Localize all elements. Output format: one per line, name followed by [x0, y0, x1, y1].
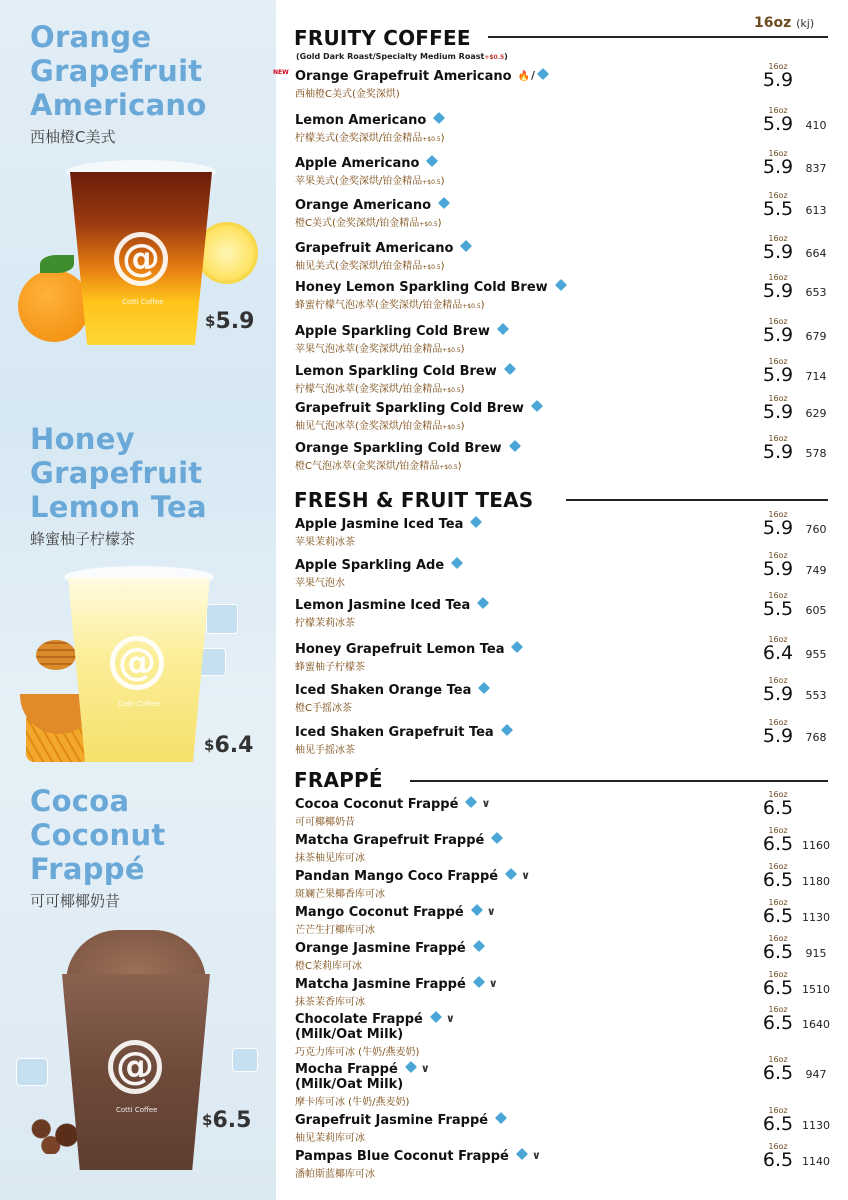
price: 6.4	[762, 642, 794, 664]
item-icons	[496, 323, 510, 338]
ice-cube-icon	[460, 240, 472, 252]
price-box	[760, 357, 796, 385]
ice-cube-icon	[516, 1148, 528, 1160]
price: 6.5	[762, 1113, 794, 1135]
ice-cube-icon	[471, 904, 483, 916]
energy-kj: 679	[805, 330, 827, 343]
price-box	[760, 273, 796, 301]
price: 5.9	[762, 683, 794, 705]
size-label: 16oz	[768, 676, 788, 685]
ice-cube-icon	[433, 112, 445, 124]
ice-cube-icon	[470, 516, 482, 528]
section-title-frappe: FRAPPÉ	[294, 768, 383, 792]
energy-kj: 947	[805, 1068, 827, 1081]
item-name: Orange Americano	[295, 197, 835, 213]
item-icons	[404, 1061, 433, 1076]
item-icons	[503, 363, 517, 378]
ice-cube-icon	[555, 279, 567, 291]
item-name-cn: 橙C手摇冰茶	[295, 703, 352, 714]
size-label: 16oz	[768, 149, 788, 158]
price: 5.9	[762, 280, 794, 302]
item-icons	[554, 279, 568, 294]
price: 6.5	[762, 869, 794, 891]
item-icons	[504, 868, 533, 883]
ice-cube-icon	[477, 597, 489, 609]
price-box	[760, 106, 796, 134]
tea-item[interactable]	[295, 557, 835, 589]
item-icons	[494, 1112, 508, 1127]
item-icons	[518, 68, 550, 83]
energy-kj: 1140	[802, 1155, 830, 1168]
item-name: Grapefruit Sparkling Cold Brew	[295, 400, 835, 416]
promo-cn-1: 西柚橙C美式	[30, 128, 116, 146]
price-box	[760, 591, 796, 619]
item-name-cn: 苹果美式(金奖深烘/铂金精品+$0.5)	[295, 176, 445, 187]
price-box	[760, 149, 796, 177]
energy-kj: 768	[805, 731, 827, 744]
size-label: 16oz	[768, 551, 788, 560]
item-name: Cocoa Coconut Frappé ∨	[295, 796, 835, 812]
frappe-item[interactable]	[295, 976, 835, 1008]
price-box	[760, 1055, 796, 1083]
ice-cube-icon	[491, 832, 503, 844]
tea-item[interactable]	[295, 597, 835, 629]
item-icons	[508, 440, 522, 455]
promo-title-2: Honey Grapefruit Lemon Tea	[30, 422, 207, 524]
coffee-item[interactable]	[295, 197, 835, 229]
item-name-cn: 苹果气泡水	[295, 578, 345, 589]
ice-cube-icon	[504, 363, 516, 375]
coffee-item[interactable]	[295, 323, 835, 355]
price: 5.9	[762, 324, 794, 346]
section-subtitle: (Gold Dark Roast/Specialty Medium Roast+$0.5)	[296, 52, 508, 61]
ice-cube-icon	[426, 155, 438, 167]
item-name: Orange Jasmine Frappé	[295, 940, 835, 956]
item-name-cn: 柚见气泡冰萃(金奖深烘/铂金精品+$0.5)	[295, 421, 465, 432]
energy-kj: 760	[805, 523, 827, 536]
tea-item[interactable]	[295, 516, 835, 548]
item-name-cn: 抹茶茉香库可冰	[295, 997, 365, 1008]
size-label: 16oz	[768, 970, 788, 979]
price-box	[760, 1142, 796, 1170]
item-name-cn: 柠檬气泡冰萃(金奖深烘/铂金精品+$0.5)	[295, 384, 465, 395]
item-name-cn: 苹果气泡冰萃(金奖深烘/铂金精品+$0.5)	[295, 344, 465, 355]
price: 5.9	[762, 401, 794, 423]
size-label: 16oz	[768, 394, 788, 403]
price-box	[760, 1005, 796, 1033]
item-name-cn: 摩卡库可冰 (牛奶/燕麦奶)	[295, 1097, 410, 1108]
item-icons	[510, 641, 524, 656]
item-name: Apple Americano	[295, 155, 835, 171]
coffee-item[interactable]	[295, 400, 835, 432]
item-name-cn: 潘帕斯蓝椰库可冰	[295, 1169, 375, 1180]
promo-column	[0, 0, 276, 1200]
coffee-item[interactable]	[295, 363, 835, 395]
price-box	[760, 394, 796, 422]
plant-based-icon: ∨	[445, 1012, 455, 1025]
plant-based-icon: ∨	[521, 869, 531, 882]
ice-cube-icon	[473, 940, 485, 952]
price-box	[760, 934, 796, 962]
price-box	[760, 970, 796, 998]
promo-cn-3: 可可椰椰奶昔	[30, 892, 121, 910]
energy-kj: 629	[805, 407, 827, 420]
size-label: 16oz	[768, 718, 788, 727]
promo-cn-2: 蜂蜜柚子柠檬茶	[30, 530, 136, 548]
energy-kj: 1130	[802, 1119, 830, 1132]
item-name: Grapefruit Jasmine Frappé	[295, 1112, 835, 1128]
price: 5.9	[762, 364, 794, 386]
item-name-cn: 芒芒生打椰库可冰	[295, 925, 375, 936]
price: 6.5	[762, 1149, 794, 1171]
ice-cube-icon	[537, 68, 549, 80]
promo-cup-1: @ Cotti Coffee	[66, 160, 216, 345]
frappe-item[interactable]	[295, 1061, 835, 1108]
section-title-fruity-coffee: FRUITY COFFEE	[294, 26, 471, 50]
price-box	[760, 234, 796, 262]
item-icons	[500, 724, 514, 739]
ice-cube-icon	[531, 400, 543, 412]
ice-cube-icon	[501, 724, 513, 736]
item-name-cn: 可可椰椰奶昔	[295, 817, 355, 828]
section-title-fresh-teas: FRESH & FRUIT TEAS	[294, 488, 534, 512]
energy-kj: 605	[805, 604, 827, 617]
item-name-cn: 蜂蜜柠檬气泡冰萃(金奖深烘/铂金精品+$0.5)	[295, 300, 485, 311]
plant-based-icon: ∨	[531, 1149, 541, 1162]
coffee-item[interactable]	[295, 240, 835, 272]
ice-cube-icon	[478, 682, 490, 694]
ice-cube-icon	[438, 197, 450, 209]
ice-cube-icon	[505, 868, 517, 880]
item-name-cn: 苹果茉莉冰茶	[295, 537, 355, 548]
item-name: Iced Shaken Orange Tea	[295, 682, 835, 698]
size-label: 16oz	[768, 510, 788, 519]
coffee-item[interactable]	[273, 68, 835, 100]
price: 5.9	[762, 725, 794, 747]
price: 5.9	[762, 441, 794, 463]
coffee-item[interactable]	[295, 155, 835, 187]
size-label: 16oz	[768, 234, 788, 243]
frappe-item[interactable]	[295, 1112, 835, 1144]
price: 5.9	[762, 113, 794, 135]
ice-cube-icon	[495, 1112, 507, 1124]
size-label: 16oz	[768, 1106, 788, 1115]
energy-kj: 664	[805, 247, 827, 260]
price: 6.5	[762, 905, 794, 927]
price: 5.5	[762, 598, 794, 620]
ice-cube-icon	[465, 796, 477, 808]
energy-kj: 1160	[802, 839, 830, 852]
price: 5.9	[762, 517, 794, 539]
price-box	[760, 317, 796, 345]
item-icons	[477, 682, 491, 697]
ice-cube-icon	[473, 976, 485, 988]
item-icons	[437, 197, 451, 212]
price-box	[760, 898, 796, 926]
size-label: 16oz	[768, 826, 788, 835]
energy-kj: 553	[805, 689, 827, 702]
price-box	[760, 676, 796, 704]
promo-cup-3: @ Cotti Coffee	[60, 930, 212, 1170]
price: 5.9	[762, 69, 794, 91]
size-label: 16oz	[768, 898, 788, 907]
energy-kj: 410	[805, 119, 827, 132]
ice-cube-4	[232, 1048, 258, 1072]
item-icons	[459, 240, 473, 255]
item-name: Matcha Grapefruit Frappé	[295, 832, 835, 848]
price-box	[760, 1106, 796, 1134]
plant-based-icon: ∨	[488, 977, 498, 990]
energy-kj: 837	[805, 162, 827, 175]
frappe-item[interactable]	[295, 1011, 835, 1058]
item-icons	[470, 904, 499, 919]
energy-kj: 1640	[802, 1018, 830, 1031]
item-icons	[425, 155, 439, 170]
size-label: 16oz	[768, 434, 788, 443]
energy-kj: 578	[805, 447, 827, 460]
item-name-cn: 橙C茉莉库可冰	[295, 961, 362, 972]
item-icons	[515, 1148, 544, 1163]
energy-kj: 955	[805, 648, 827, 661]
item-name-cn: 巧克力库可冰 (牛奶/燕麦奶)	[295, 1047, 420, 1058]
frappe-item[interactable]	[295, 832, 835, 864]
item-icons	[464, 796, 493, 811]
price: 6.5	[762, 833, 794, 855]
item-name: Apple Jasmine Iced Tea	[295, 516, 835, 532]
item-name-cn: 蜂蜜柚子柠檬茶	[295, 662, 365, 673]
item-icons	[472, 940, 486, 955]
coffee-item[interactable]	[295, 440, 835, 472]
item-name: Pandan Mango Coco Frappé ∨	[295, 868, 835, 884]
item-name: Iced Shaken Grapefruit Tea	[295, 724, 835, 740]
plant-based-icon: ∨	[481, 797, 491, 810]
size-header: 16oz (kj)	[754, 15, 815, 31]
size-label: 16oz	[768, 790, 788, 799]
price: 5.5	[762, 198, 794, 220]
item-name: Chocolate Frappé ∨	[295, 1011, 835, 1027]
item-name: Honey Lemon Sparkling Cold Brew	[295, 279, 835, 295]
item-name-variant: (Milk/Oat Milk)	[295, 1027, 404, 1042]
item-name: Mocha Frappé ∨	[295, 1061, 835, 1077]
plant-based-icon: ∨	[420, 1062, 430, 1075]
price-box	[760, 826, 796, 854]
frappe-item[interactable]	[295, 904, 835, 936]
ice-cube-icon	[509, 440, 521, 452]
coffee-item[interactable]	[295, 112, 835, 144]
size-label: 16oz	[768, 635, 788, 644]
ice-cube-icon	[430, 1011, 442, 1023]
energy-kj: 714	[805, 370, 827, 383]
item-name-cn: 西柚橙C美式(金奖深烘)	[295, 89, 400, 100]
size-label: 16oz	[768, 317, 788, 326]
item-name-cn: 柠檬美式(金奖深烘/铂金精品+$0.5)	[295, 133, 445, 144]
header-rule	[488, 36, 828, 38]
energy-kj: 749	[805, 564, 827, 577]
size-label: 16oz	[768, 62, 788, 71]
tea-item[interactable]	[295, 641, 835, 673]
size-label: 16oz	[768, 934, 788, 943]
price-box	[760, 434, 796, 462]
item-name: Apple Sparkling Ade	[295, 557, 835, 573]
item-name: Pampas Blue Coconut Frappé ∨	[295, 1148, 835, 1164]
price-box	[760, 510, 796, 538]
item-name-cn: 橙C气泡冰萃(金奖深烘/铂金精品+$0.5)	[295, 461, 462, 472]
item-icons	[476, 597, 490, 612]
new-badge: NEW	[273, 69, 289, 76]
ice-cube-icon	[511, 641, 523, 653]
price: 5.9	[762, 558, 794, 580]
price-box	[760, 718, 796, 746]
promo-title-1: Orange Grapefruit Americano	[30, 20, 207, 122]
ice-cube-3	[16, 1058, 48, 1086]
energy-kj: 613	[805, 204, 827, 217]
price: 6.5	[762, 1012, 794, 1034]
item-name: Mango Coconut Frappé ∨	[295, 904, 835, 920]
tea-item[interactable]	[295, 682, 835, 714]
item-icons	[429, 1011, 458, 1026]
item-name: Apple Sparkling Cold Brew	[295, 323, 835, 339]
price: 6.5	[762, 1062, 794, 1084]
size-label: 16oz	[768, 273, 788, 282]
energy-kj: 915	[805, 947, 827, 960]
price-box	[760, 635, 796, 663]
ice-cube-icon	[405, 1061, 417, 1073]
tea-rule	[566, 499, 828, 501]
item-name-cn: 斑斓芒果椰香库可冰	[295, 889, 385, 900]
energy-kj: 653	[805, 286, 827, 299]
item-name: Grapefruit Americano	[295, 240, 835, 256]
item-name-cn: 柚见茉莉库可冰	[295, 1133, 365, 1144]
frappe-rule	[410, 780, 828, 782]
item-name-cn: 柚见手摇冰茶	[295, 745, 355, 756]
item-name-cn: 柠檬茉莉冰茶	[295, 618, 355, 629]
size-label: 16oz	[768, 1142, 788, 1151]
item-name: Honey Grapefruit Lemon Tea	[295, 641, 835, 657]
size-label: 16oz	[768, 591, 788, 600]
price-box	[760, 790, 796, 818]
item-icons	[432, 112, 446, 127]
price: 6.5	[762, 941, 794, 963]
item-name: Lemon Sparkling Cold Brew	[295, 363, 835, 379]
promo-price-2: $6.4	[204, 733, 254, 758]
energy-kj: 1130	[802, 911, 830, 924]
promo-title-3: Cocoa Coconut Frappé	[30, 784, 166, 886]
promo-cup-2: @ Cotti Coffee	[64, 566, 214, 762]
item-name: Lemon Americano	[295, 112, 835, 128]
item-name-cn: 抹茶柚见库可冰	[295, 853, 365, 864]
promo-price-3: $6.5	[202, 1108, 252, 1133]
price-box	[760, 862, 796, 890]
item-name: Orange Grapefruit Americano 🔥/	[295, 68, 835, 84]
price: 5.9	[762, 241, 794, 263]
size-label: 16oz	[768, 1005, 788, 1014]
separator-icon: /	[531, 69, 536, 82]
item-icons	[469, 516, 483, 531]
item-name: Orange Sparkling Cold Brew	[295, 440, 835, 456]
item-name: Lemon Jasmine Iced Tea	[295, 597, 835, 613]
price: 6.5	[762, 797, 794, 819]
frappe-item[interactable]	[295, 940, 835, 972]
size-label: 16oz	[768, 862, 788, 871]
item-name-cn: 橙C美式(金奖深烘/铂金精品+$0.5)	[295, 218, 442, 229]
item-icons	[450, 557, 464, 572]
plant-based-icon: ∨	[486, 905, 496, 918]
frappe-item[interactable]	[295, 1148, 835, 1180]
item-name: Matcha Jasmine Frappé ∨	[295, 976, 835, 992]
promo-price-1: $5.9	[205, 309, 255, 334]
ice-cube-icon	[497, 323, 509, 335]
item-icons	[472, 976, 501, 991]
energy-kj: 1180	[802, 875, 830, 888]
item-icons	[490, 832, 504, 847]
item-name-variant: (Milk/Oat Milk)	[295, 1077, 404, 1092]
coffee-item[interactable]	[295, 279, 835, 311]
price-box	[760, 191, 796, 219]
price-box	[760, 62, 796, 90]
size-label: 16oz	[768, 106, 788, 115]
size-label: 16oz	[768, 191, 788, 200]
size-label: 16oz	[768, 357, 788, 366]
energy-kj: 1510	[802, 983, 830, 996]
price: 5.9	[762, 156, 794, 178]
hot-icon: 🔥	[517, 71, 531, 82]
item-icons	[530, 400, 544, 415]
item-name-cn: 柚见美式(金奖深烘/铂金精品+$0.5)	[295, 261, 445, 272]
price: 6.5	[762, 977, 794, 999]
size-label: 16oz	[768, 1055, 788, 1064]
frappe-item[interactable]	[295, 796, 835, 828]
frappe-item[interactable]	[295, 868, 835, 900]
ice-cube-icon	[451, 557, 463, 569]
price-box	[760, 551, 796, 579]
tea-item[interactable]	[295, 724, 835, 756]
